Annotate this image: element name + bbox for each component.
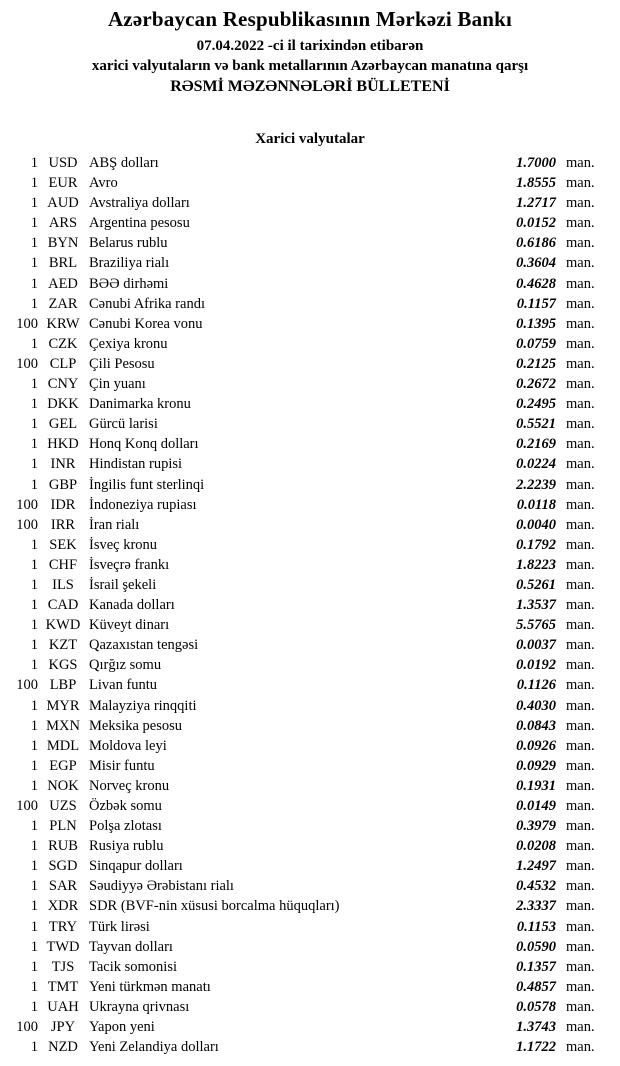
currency-name: Ukrayna qrivnası	[89, 998, 190, 1015]
currency-code: ZAR	[48, 295, 78, 312]
currency-code: BRL	[48, 255, 78, 272]
unit-label: man.	[566, 737, 595, 754]
quantity: 1	[30, 858, 38, 875]
rate-value: 1.8223	[516, 556, 556, 573]
rate-value: 0.4628	[516, 275, 556, 292]
section-title-foreign-currencies: Xarici valyutalar	[255, 131, 365, 147]
rate-row	[0, 153, 620, 173]
currency-name: İngilis funt sterlinqi	[89, 476, 205, 493]
currency-code: TWD	[46, 938, 80, 955]
rate-row	[0, 173, 620, 193]
unit-label: man.	[566, 335, 595, 352]
unit-label: man.	[566, 958, 595, 975]
effective-date-line: 07.04.2022 -ci il tarixindən etibarən	[196, 38, 424, 54]
rate-value: 0.0152	[516, 215, 556, 232]
currency-code: CAD	[47, 597, 79, 614]
currency-code: CZK	[48, 335, 78, 352]
rate-value: 0.0578	[516, 998, 556, 1015]
currency-code: KZT	[48, 637, 78, 654]
rate-value: 5.5765	[516, 617, 556, 634]
currency-name: Polşa zlotası	[89, 818, 162, 835]
quantity: 1	[30, 717, 38, 734]
quantity: 1	[30, 335, 38, 352]
quantity: 1	[30, 838, 38, 855]
quantity: 100	[16, 315, 38, 332]
currency-name: Küveyt dinarı	[89, 617, 170, 634]
currency-name: Cənubi Afrika randı	[89, 295, 205, 312]
quantity: 1	[30, 878, 38, 895]
unit-label: man.	[566, 255, 595, 272]
rate-value: 0.5521	[516, 416, 556, 433]
currency-code: UAH	[47, 998, 79, 1015]
currency-name: Livan funtu	[89, 677, 158, 694]
quantity: 1	[30, 617, 38, 634]
unit-label: man.	[566, 315, 595, 332]
currency-code: CLP	[49, 355, 77, 372]
rate-value: 0.1157	[516, 295, 556, 312]
unit-label: man.	[566, 777, 595, 794]
unit-label: man.	[566, 918, 595, 935]
unit-label: man.	[566, 998, 595, 1015]
currency-name: Qazaxıstan tengəsi	[89, 637, 199, 654]
currency-code: CNY	[47, 376, 79, 393]
currency-name: Meksika pesosu	[89, 717, 183, 734]
rate-value: 0.2169	[516, 436, 556, 453]
rate-value: 1.8555	[516, 175, 556, 192]
currency-code: AUD	[47, 195, 79, 212]
quantity: 100	[16, 798, 38, 814]
currency-name: Tayvan dolları	[89, 938, 173, 955]
unit-label: man.	[566, 376, 595, 393]
currency-code: GBP	[48, 476, 78, 493]
quantity: 1	[30, 155, 38, 171]
rate-row	[0, 836, 620, 856]
unit-label: man.	[566, 556, 595, 573]
rate-row	[0, 434, 620, 454]
currency-code: UZS	[49, 798, 77, 814]
rate-row	[0, 937, 620, 957]
rate-value: 0.1357	[516, 958, 556, 975]
currency-code: SAR	[48, 878, 78, 895]
currency-code: ILS	[52, 576, 74, 593]
currency-code: BYN	[47, 235, 79, 252]
currency-name: Yapon yeni	[89, 1019, 155, 1036]
currency-name: Avstraliya dolları	[89, 195, 190, 212]
currency-name: Çili Pesosu	[89, 355, 155, 372]
bulletin-title: RƏSMİ MƏZƏNNƏLƏRİ BÜLLETENİ	[170, 78, 450, 95]
unit-label: man.	[566, 456, 595, 473]
unit-label: man.	[566, 978, 595, 995]
unit-label: man.	[566, 697, 595, 714]
exchange-rates-table	[0, 153, 620, 1057]
currency-name: Avro	[89, 175, 118, 192]
unit-label: man.	[566, 717, 595, 734]
unit-label: man.	[566, 396, 595, 413]
currency-code: SGD	[48, 858, 78, 875]
rate-row	[0, 696, 620, 716]
rate-value: 1.2497	[516, 858, 556, 875]
rate-value: 0.3979	[516, 818, 556, 835]
unit-label: man.	[566, 637, 595, 654]
rate-value: 1.3743	[516, 1019, 556, 1036]
currency-code: HKD	[47, 436, 79, 453]
quantity: 1	[30, 978, 38, 995]
unit-label: man.	[566, 416, 595, 433]
quantity: 1	[30, 757, 38, 774]
rate-value: 0.4532	[516, 878, 556, 895]
currency-code: PLN	[49, 818, 77, 835]
currency-name: İsveç kronu	[89, 536, 158, 553]
currency-name: Tacik somonisi	[89, 958, 177, 975]
currency-code: EUR	[48, 175, 78, 192]
unit-label: man.	[566, 215, 595, 232]
rate-value: 0.1153	[516, 918, 556, 935]
unit-label: man.	[566, 355, 595, 372]
quantity: 1	[30, 456, 38, 473]
currency-name: Səudiyyə Ərəbistanı rialı	[89, 878, 234, 895]
rate-value: 0.0759	[516, 335, 556, 352]
quantity: 1	[30, 376, 38, 393]
rate-row	[0, 294, 620, 314]
rate-row	[0, 756, 620, 776]
rate-row	[0, 1037, 620, 1057]
rate-row	[0, 475, 620, 495]
currency-code: KGS	[48, 657, 78, 674]
unit-label: man.	[566, 757, 595, 774]
quantity: 1	[30, 195, 38, 212]
rate-value: 0.0149	[516, 798, 556, 814]
quantity: 1	[30, 1039, 38, 1056]
unit-label: man.	[566, 436, 595, 453]
quantity: 1	[30, 215, 38, 232]
rate-value: 0.1931	[516, 777, 556, 794]
rate-row	[0, 213, 620, 233]
rate-row	[0, 314, 620, 334]
rate-value: 0.0037	[516, 637, 556, 654]
quantity: 1	[30, 556, 38, 573]
rate-row	[0, 917, 620, 937]
rate-row	[0, 394, 620, 414]
quantity: 1	[30, 938, 38, 955]
currency-code: NOK	[47, 777, 79, 794]
currency-code: TRY	[48, 918, 78, 935]
currency-name: Özbək somu	[89, 798, 162, 814]
quantity: 1	[30, 576, 38, 593]
quantity: 1	[30, 697, 38, 714]
rate-row	[0, 515, 620, 535]
rate-value: 0.4857	[516, 978, 556, 995]
currency-code: MXN	[46, 717, 80, 734]
quantity: 100	[16, 355, 38, 372]
rate-value: 2.3337	[516, 898, 556, 915]
unit-label: man.	[566, 516, 595, 533]
rate-row	[0, 1017, 620, 1037]
rate-row	[0, 274, 620, 294]
rate-row	[0, 635, 620, 655]
unit-label: man.	[566, 235, 595, 252]
bulletin-subtitle: xarici valyutaların və bank metallarının Azərbaycan manatına qarşı	[91, 58, 529, 74]
currency-code: USD	[48, 155, 78, 171]
currency-code: KRW	[46, 315, 80, 332]
quantity: 1	[30, 918, 38, 935]
rate-value: 1.3537	[516, 597, 556, 614]
rate-value: 1.1722	[516, 1039, 556, 1056]
rate-value: 0.0208	[516, 838, 556, 855]
rate-value: 0.2672	[516, 376, 556, 393]
currency-name: İndoneziya rupiası	[89, 496, 197, 513]
unit-label: man.	[566, 898, 595, 915]
unit-label: man.	[566, 155, 595, 171]
currency-name: Norveç kronu	[89, 777, 170, 794]
quantity: 100	[16, 516, 38, 533]
currency-name: İsveçrə frankı	[89, 556, 170, 573]
rate-value: 1.2717	[516, 195, 556, 212]
rate-row	[0, 555, 620, 575]
rate-value: 0.0118	[516, 496, 556, 513]
rate-row	[0, 414, 620, 434]
quantity: 100	[16, 677, 38, 694]
currency-code: AED	[48, 275, 78, 292]
currency-name: Yeni türkmən manatı	[89, 978, 211, 995]
currency-name: Hindistan rupisi	[89, 456, 183, 473]
currency-name: Rusiya rublu	[89, 838, 164, 855]
currency-name: Çin yuanı	[89, 376, 146, 393]
rate-value: 0.0590	[516, 938, 556, 955]
rate-row	[0, 233, 620, 253]
currency-name: Kanada dolları	[89, 597, 175, 614]
rate-value: 0.3604	[516, 255, 556, 272]
currency-name: Danimarka kronu	[89, 396, 191, 413]
rate-value: 2.2239	[516, 476, 556, 493]
quantity: 1	[30, 536, 38, 553]
currency-code: ARS	[48, 215, 78, 232]
rate-row	[0, 796, 620, 816]
currency-name: ABŞ dolları	[89, 155, 159, 171]
currency-name: İsrail şekeli	[89, 576, 157, 593]
rate-row	[0, 856, 620, 876]
quantity: 1	[30, 898, 38, 915]
rate-row	[0, 977, 620, 997]
currency-code: RUB	[48, 838, 78, 855]
rate-row	[0, 535, 620, 555]
rate-value: 0.5261	[516, 576, 556, 593]
quantity: 100	[16, 1019, 38, 1036]
rate-value: 0.0929	[516, 757, 556, 774]
rate-row	[0, 776, 620, 796]
unit-label: man.	[566, 858, 595, 875]
rate-row	[0, 454, 620, 474]
rate-value: 0.1126	[516, 677, 556, 694]
currency-name: Cənubi Korea vonu	[89, 315, 203, 332]
currency-name: Moldova leyi	[89, 737, 167, 754]
rate-row	[0, 876, 620, 896]
quantity: 1	[30, 436, 38, 453]
currency-code: NZD	[48, 1039, 78, 1056]
quantity: 1	[30, 737, 38, 754]
rate-row	[0, 816, 620, 836]
currency-code: IRR	[50, 516, 76, 533]
rate-row	[0, 575, 620, 595]
quantity: 1	[30, 235, 38, 252]
currency-code: DKK	[47, 396, 79, 413]
currency-name: BƏƏ dirhəmi	[89, 275, 169, 292]
currency-name: Honq Konq dolları	[89, 436, 199, 453]
unit-label: man.	[566, 576, 595, 593]
currency-code: TMT	[47, 978, 79, 995]
currency-code: MDL	[46, 737, 80, 754]
currency-name: Braziliya rialı	[89, 255, 170, 272]
unit-label: man.	[566, 496, 595, 513]
quantity: 1	[30, 998, 38, 1015]
rate-row	[0, 253, 620, 273]
rate-value: 0.1395	[516, 315, 556, 332]
currency-code: CHF	[48, 556, 78, 573]
unit-label: man.	[566, 597, 595, 614]
quantity: 100	[16, 496, 38, 513]
quantity: 1	[30, 637, 38, 654]
rate-value: 1.7000	[516, 155, 556, 171]
rate-row	[0, 374, 620, 394]
rate-row	[0, 736, 620, 756]
unit-label: man.	[566, 195, 595, 212]
currency-code: SEK	[49, 536, 77, 553]
rate-value: 0.2495	[516, 396, 556, 413]
unit-label: man.	[566, 476, 595, 493]
currency-name: Gürcü larisi	[89, 416, 158, 433]
currency-name: Argentina pesosu	[89, 215, 190, 232]
rate-value: 0.6186	[516, 235, 556, 252]
rate-value: 0.0192	[516, 657, 556, 674]
quantity: 1	[30, 958, 38, 975]
rate-row	[0, 615, 620, 635]
quantity: 1	[30, 818, 38, 835]
rate-row	[0, 495, 620, 515]
quantity: 1	[30, 295, 38, 312]
currency-code: EGP	[49, 757, 77, 774]
rate-value: 0.4030	[516, 697, 556, 714]
rate-row	[0, 716, 620, 736]
currency-name: Çexiya kronu	[89, 335, 168, 352]
rate-row	[0, 957, 620, 977]
unit-label: man.	[566, 536, 595, 553]
currency-code: GEL	[48, 416, 78, 433]
rate-row	[0, 595, 620, 615]
rate-row	[0, 193, 620, 213]
quantity: 1	[30, 396, 38, 413]
rate-value: 0.0040	[516, 516, 556, 533]
quantity: 1	[30, 416, 38, 433]
bulletin-header	[0, 0, 620, 98]
currency-name: Malayziya rinqqiti	[89, 697, 197, 714]
rate-value: 0.1792	[516, 536, 556, 553]
quantity: 1	[30, 476, 38, 493]
currency-code: IDR	[50, 496, 76, 513]
rate-row	[0, 896, 620, 916]
currency-name: SDR (BVF-nin xüsusi borcalma hüquqları)	[89, 898, 340, 915]
rate-row	[0, 655, 620, 675]
unit-label: man.	[566, 677, 595, 694]
unit-label: man.	[566, 798, 595, 814]
currency-name: Misir funtu	[89, 757, 155, 774]
unit-label: man.	[566, 1039, 595, 1056]
unit-label: man.	[566, 617, 595, 634]
rate-value: 0.0843	[516, 717, 556, 734]
currency-code: MYR	[46, 697, 80, 714]
rate-value: 0.2125	[516, 355, 556, 372]
currency-code: KWD	[45, 617, 81, 634]
currency-name: Qırğız somu	[89, 657, 162, 674]
currency-name: Türk lirəsi	[89, 918, 150, 935]
unit-label: man.	[566, 818, 595, 835]
currency-name: Belarus rublu	[89, 235, 168, 252]
currency-name: Sinqapur dolları	[89, 858, 183, 875]
rate-value: 0.0224	[516, 456, 556, 473]
unit-label: man.	[566, 1019, 595, 1036]
unit-label: man.	[566, 175, 595, 192]
rate-row	[0, 354, 620, 374]
quantity: 1	[30, 597, 38, 614]
rate-value: 0.0926	[516, 737, 556, 754]
quantity: 1	[30, 275, 38, 292]
quantity: 1	[30, 175, 38, 192]
unit-label: man.	[566, 275, 595, 292]
quantity: 1	[30, 777, 38, 794]
currency-code: INR	[50, 456, 76, 473]
rate-row	[0, 997, 620, 1017]
currency-code: JPY	[50, 1019, 76, 1036]
rate-row	[0, 334, 620, 354]
quantity: 1	[30, 255, 38, 272]
currency-code: XDR	[47, 898, 79, 915]
unit-label: man.	[566, 938, 595, 955]
quantity: 1	[30, 657, 38, 674]
currency-code: LBP	[49, 677, 77, 694]
unit-label: man.	[566, 838, 595, 855]
unit-label: man.	[566, 295, 595, 312]
unit-label: man.	[566, 878, 595, 895]
currency-name: Yeni Zelandiya dolları	[89, 1039, 219, 1056]
unit-label: man.	[566, 657, 595, 674]
bank-title: Azərbaycan Respublikasının Mərkəzi Bankı	[107, 7, 513, 31]
currency-code: TJS	[51, 958, 75, 975]
rate-row	[0, 675, 620, 695]
currency-name: İran rialı	[89, 516, 140, 533]
